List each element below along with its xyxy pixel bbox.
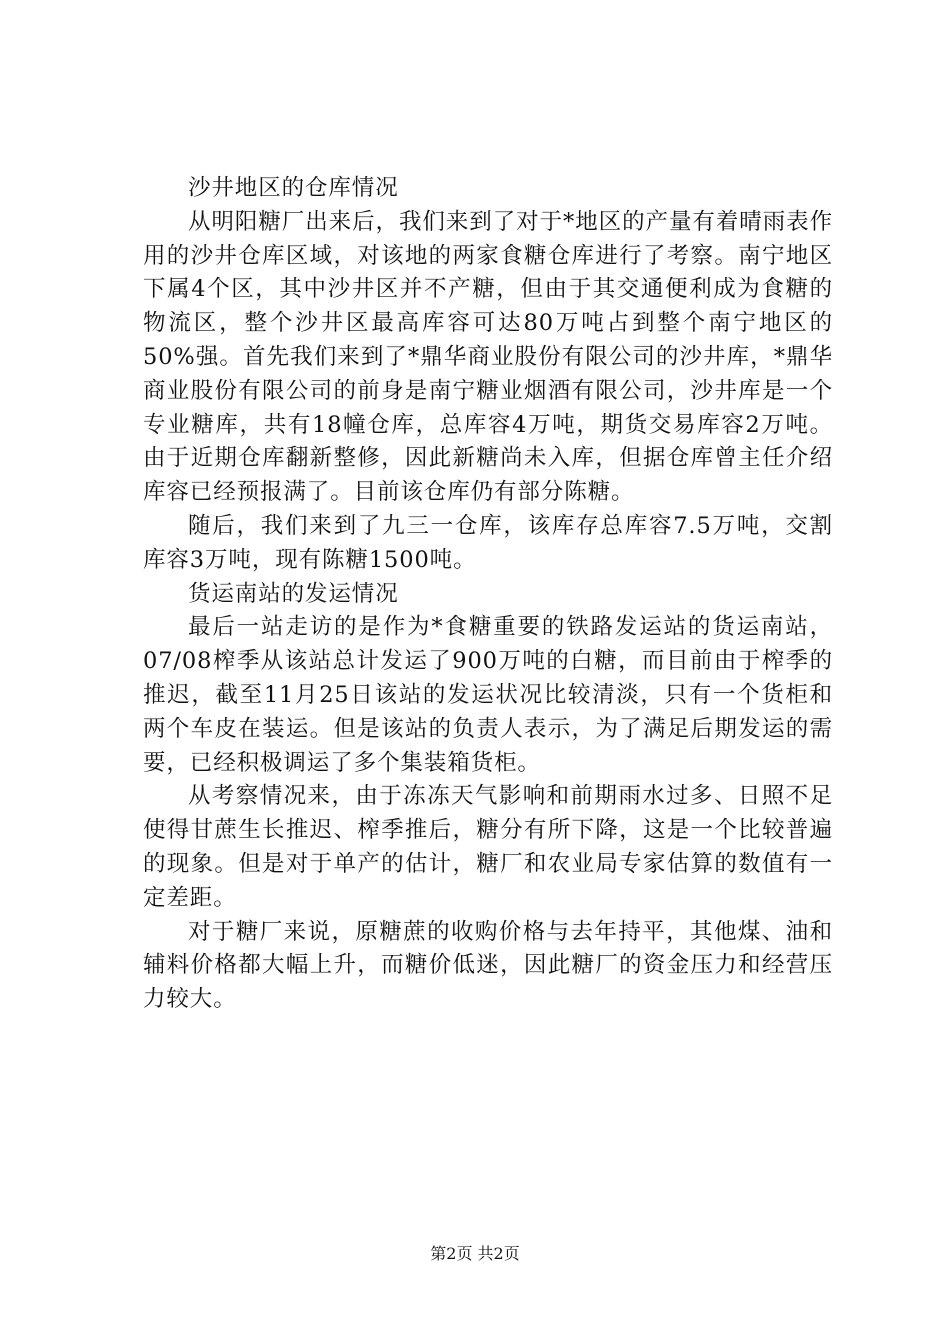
paragraph-inspection-findings: 从考察情况来，由于冻冻天气影响和前期雨水过多、日照不足使得甘蔗生长推迟、榨季推后，糖分有所下降，这是一个比较普遍的现象。但是对于单产的估计，糖厂和农业局专家估算的数值有一定差距。: [143, 783, 833, 911]
paragraph-shajing-warehouse-visit: 从明阳糖厂出来后，我们来到了对于*地区的产量有着晴雨表作用的沙井仓库区域，对该地的两家食糖仓库进行了考察。南宁地区下属4个区，其中沙井区并不产糖，但由于其交通便利成为食糖的物流区，整个沙井区最高库容可达80万吨占到整个南宁地区的50%强。首先我们来到了*鼎华商业股份有限公司的沙井库，*鼎华商业股份有限公司的前身是南宁糖业烟酒有限公司，沙井库是一个专业糖库，共有18幢仓库，总库容4万吨，期货交易库容2万吨。由于近期仓库翻新整修，因此新糖尚未入库，但据仓库曾主任介绍库容已经预报满了。目前该仓库仍有部分陈糖。: [143, 208, 833, 506]
paragraph-south-station-shipping: 最后一站走访的是作为*食糖重要的铁路发运站的货运南站，07/08榨季从该站总计发运了900万吨的白糖，而目前由于榨季的推迟，截至11月25日该站的发运状况比较清淡，只有一个货柜和两个车皮在装运。但是该站的负责人表示，为了满足后期发运的需要，已经积极调运了多个集装箱货柜。: [143, 614, 833, 776]
section-heading-shajing-warehouses: 沙井地区的仓库情况: [188, 175, 399, 201]
page-number-footer: 第2页 共2页: [430, 1244, 520, 1263]
paragraph-sugar-mill-pressure: 对于糖厂来说，原糖蔗的收购价格与去年持平，其他煤、油和辅料价格都大幅上升，而糖价低迷，因此糖厂的资金压力和经营压力较大。: [143, 918, 833, 1013]
document-body: [143, 172, 833, 1017]
section-heading-south-station: 货运南站的发运情况: [188, 580, 399, 607]
paragraph-931-warehouse: 随后，我们来到了九三一仓库，该库存总库容7.5万吨，交割库容3万吨，现有陈糖1500吨。: [143, 512, 833, 573]
